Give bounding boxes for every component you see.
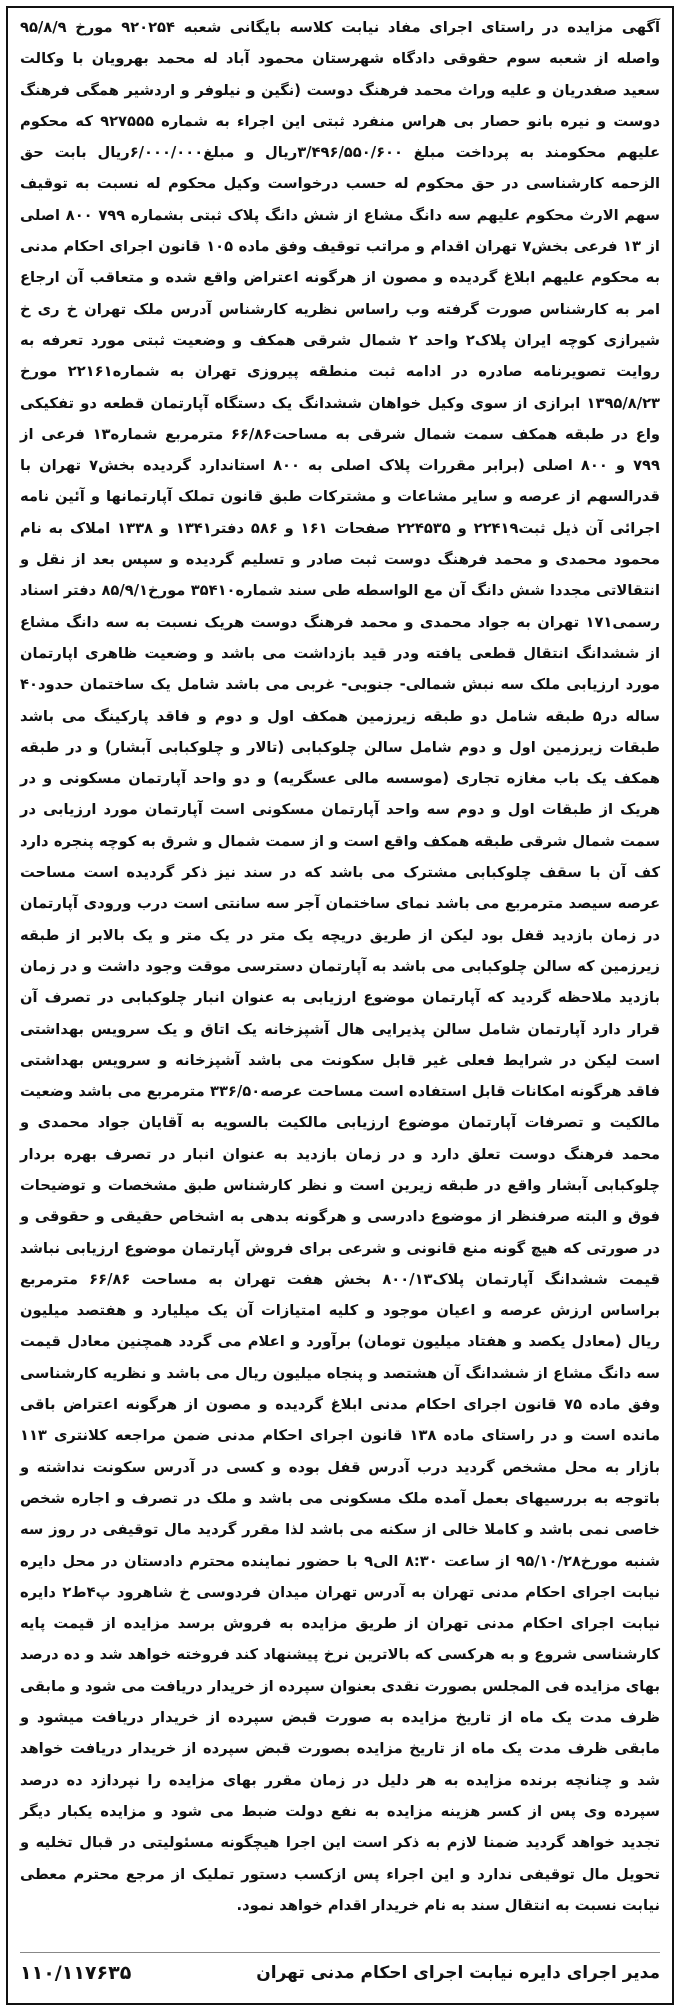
notice-code: ۱۱۰/۱۱۷۶۳۵ <box>20 1962 132 1984</box>
notice-footer <box>20 1952 660 1993</box>
notice-body-text: آگهی مزایده در راستای اجرای مفاد نیابت کلاسه بایگانی شعبه ۹۲۰۲۵۴ مورخ ۹۵/۸/۹ واصله از شعبه سوم حقوقی دادگاه شهرستان محمود آباد له محمد بهرویان با وکالت سعید صفدریان و علیه وراث محمد فرهنگ دوست (نگین و نیلوفر و اردشیر همگی فرهنگ دوست و نیره بانو حصار بی هراس منفرد ثبتی این اجراء به شماره ۹۲۷۵۵۵ که محکوم علیهم محکومند به پرداخت مبلغ ۳/۴۹۶/۵۵۰/۶۰۰ریال و مبلغ۶/۰۰۰/۰۰۰ریال بابت حق الزحمه کارشناسی در حق محکوم له حسب درخواست وکیل محکوم له نسبت به توقیف سهم الارث محکوم علیهم سه دانگ مشاع از شش دانگ پلاک ثبتی بشماره ۷۹۹ ۸۰۰ اصلی از ۱۳ فرعی بخش۷ تهران اقدام و مراتب توقیف وفق ماده ۱۰۵ قانون اجرای احکام مدنی به محکوم علیهم ابلاغ گردیده و مصون از هرگونه اعتراض واقع شده و متعاقب آن ارجاع امر به کارشناس صورت گرفته وب راساس نظریه کارشناس آدرس ملک تهران خ ری خ شیرازی کوچه ایران پلاک۲ واحد ۲ شمال شرقی همکف و وضعیت ثبتی مورد تعرفه به روایت تصویرنامه صادره در ادامه ثبت منطقه پیروزی تهران به شماره۲۲۱۶۱ مورخ ۱۳۹۵/۸/۲۳ ابرازی از سوی وکیل خواهان ششدانگ یک دستگاه آپارتمان قطعه دو تفکیکی واع در طبقه همکف سمت شمال شرقی به مساحت۶۶/۸۶ مترمربع شماره۱۳ فرعی از ۷۹۹ و ۸۰۰ اصلی (برابر مقررات پلاک اصلی به ۸۰۰ استاندارد گردیده بخش۷ تهران با قدرالسهم از عرصه و سایر مشاعات و مشترکات طبق قانون تملک آپارتمانها و آئین نامه اجرائی آن ذیل ثبت۲۲۴۱۹ و ۲۲۴۵۳۵ صفحات ۱۶۱ و ۵۸۶ دفتر۱۳۴۱ و ۱۳۳۸ املاک به نام محمود محمدی و محمد فرهنگ دوست ثبت صادر و تسلیم گردیده و سپس بعد از نقل و انتقالاتی مجددا شش دانگ آن مع الواسطه طی سند شماره۳۵۴۱۰ مورخ۸۵/۹/۱ دفتر اسناد رسمی۱۷۱ تهران به جواد محمدی و محمد فرهنگ دوست هریک نسبت به سه دانگ مشاع از ششدانگ انتقال قطعی یافته ودر قید بازداشت می باشد و وضعیت ظاهری اپارتمان مورد ارزیابی ملک سه نبش شمالی- جنوبی- غربی می باشد شامل یک ساختمان حدود۴۰ ساله در۵ طبقه شامل دو طبقه زیرزمین همکف اول و دوم و فاقد پارکینگ می باشد طبقات زیرزمین اول و دوم شامل سالن چلوکبابی (تالار و چلوکبابی آبشار) و در طبقه همکف یک باب مغازه تجاری (موسسه مالی عسگریه) و دو واحد آپارتمان مسکونی و در هریک از طبقات اول و دوم سه واحد آپارتمان مسکونی است آپارتمان مورد ارزیابی در سمت شمال شرقی طبقه همکف واقع است و از سمت شمال و شرق به کوچه پنجره دارد کف آن با سقف چلوکبابی مشترک می باشد که در سند نیز ذکر گردیده است مساحت عرصه سیصد مترمربع می باشد نمای ساختمان آجر سه سانتی است درب ورودی آپارتمان در زمان بازدید قفل بود لیکن از طریق دریچه یک متر در یک متر و یک بالابر از طبقه زیرزمین که سالن چلوکبابی می باشد به آپارتمان دسترسی موقت وجود داشت و در زمان بازدید ملاحظه گردید که آپارتمان موضوع ارزیابی به عنوان انبار چلوکبابی در تصرف آن قرار دارد آپارتمان شامل سالن پذیرایی هال آشپزخانه یک اتاق و یک سرویس بهداشتی است لیکن در شرایط فعلی غیر قابل سکونت می باشد آشپزخانه و سرویس بهداشتی فاقد هرگونه امکانات قابل استفاده است مساحت عرصه۳۳۶/۵۰ مترمربع می باشد وضعیت مالکیت و تصرفات آپارتمان موضوع ارزیابی مالکیت بالسویه به آقایان جواد محمدی و محمد فرهنگ دوست تعلق دارد و در زمان بازدید به عنوان انبار در تصرف بهره بردار چلوکبابی آبشار واقع در طبقه زیرین است و نظر کارشناس طبق مشخصات و توضیحات فوق و البته صرفنظر از موضوع دادرسی و هرگونه بدهی به اشخاص حقیقی و حقوقی و در صورتی که هیچ گونه منع قانونی و شرعی برای فروش آپارتمان موضوع ارزیابی نباشد قیمت ششدانگ آپارتمان پلاک۸۰۰/۱۳ بخش هفت تهران به مساحت ۶۶/۸۶ مترمربع براساس ارزش عرصه و اعیان موجود و کلیه امتیازات آن یک میلیارد و هفتصد میلیون ریال (معادل یکصد و هفتاد میلیون تومان) برآورد و اعلام می گردد همچنین معادل قیمت سه دانگ مشاع از ششدانگ آن هشتصد و پنجاه میلیون ریال می باشد و نظریه کارشناسی وفق ماده ۷۵ قانون اجرای احکام مدنی ابلاغ گردیده و مصون از هرگونه اعتراض باقی مانده است و در راستای ماده ۱۳۸ قانون اجرای احکام مدنی ضمن مراجعه کلانتری ۱۱۳ بازار به محل مشخص گردید درب آدرس قفل بوده و کسی در آدرس سکونت نداشته و باتوجه به بررسیهای بعمل آمده ملک مسکونی می باشد و ملک در تصرف و اجاره شخص خاصی نمی باشد و کاملا خالی از سکنه می باشد لذا مقرر گردید مال توقیفی در روز سه شنبه مورخ۹۵/۱۰/۲۸ از ساعت ۸:۳۰ الی۹ با حضور نماینده محترم دادستان در محل دایره نیابت اجرای احکام مدنی تهران به آدرس تهران میدان فردوسی خ شاهرود پ۴ط۲ دایره نیابت اجرای احکام مدنی تهران از طریق مزایده به فروش برسد مزایده از قیمت پایه کارشناسی شروع و به هرکسی که بالاترین نرخ پیشنهاد کند فروخته خواهد شد و ده درصد بهای مزایده فی المجلس بصورت نقدی بعنوان سپرده از خریدار دریافت می شود و مابقی ظرف مدت یک ماه از تاریخ مزایده به صورت قبض سپرده از خریدار دریافت میشود و مابقی ظرف مدت یک ماه از تاریخ مزایده بصورت قبض سپرده از خریدار دریافت خواهد شد و چنانچه برنده مزایده به هر دلیل در زمان مقرر بهای مزایده را نپردازد ده درصد سپرده وی پس از کسر هزینه مزایده به نفع دولت ضبط می شود و مزایده یکبار دیگر تجدید خواهد گردید ضمنا لازم به ذکر است این اجرا هیچگونه مسئولیتی در قبال تخلیه و تحویل مال توقیفی ندارد و این اجراء پس ازکسب دستور تملیک از مرجع محترم معطی نیابت نسبت به انتقال سند به نام خریدار اقدام خواهد نمود. <box>20 19 661 1914</box>
auction-notice <box>6 6 674 2005</box>
signature-line: مدیر اجرای دایره نیابت اجرای احکام مدنی تهران <box>256 1963 660 1983</box>
